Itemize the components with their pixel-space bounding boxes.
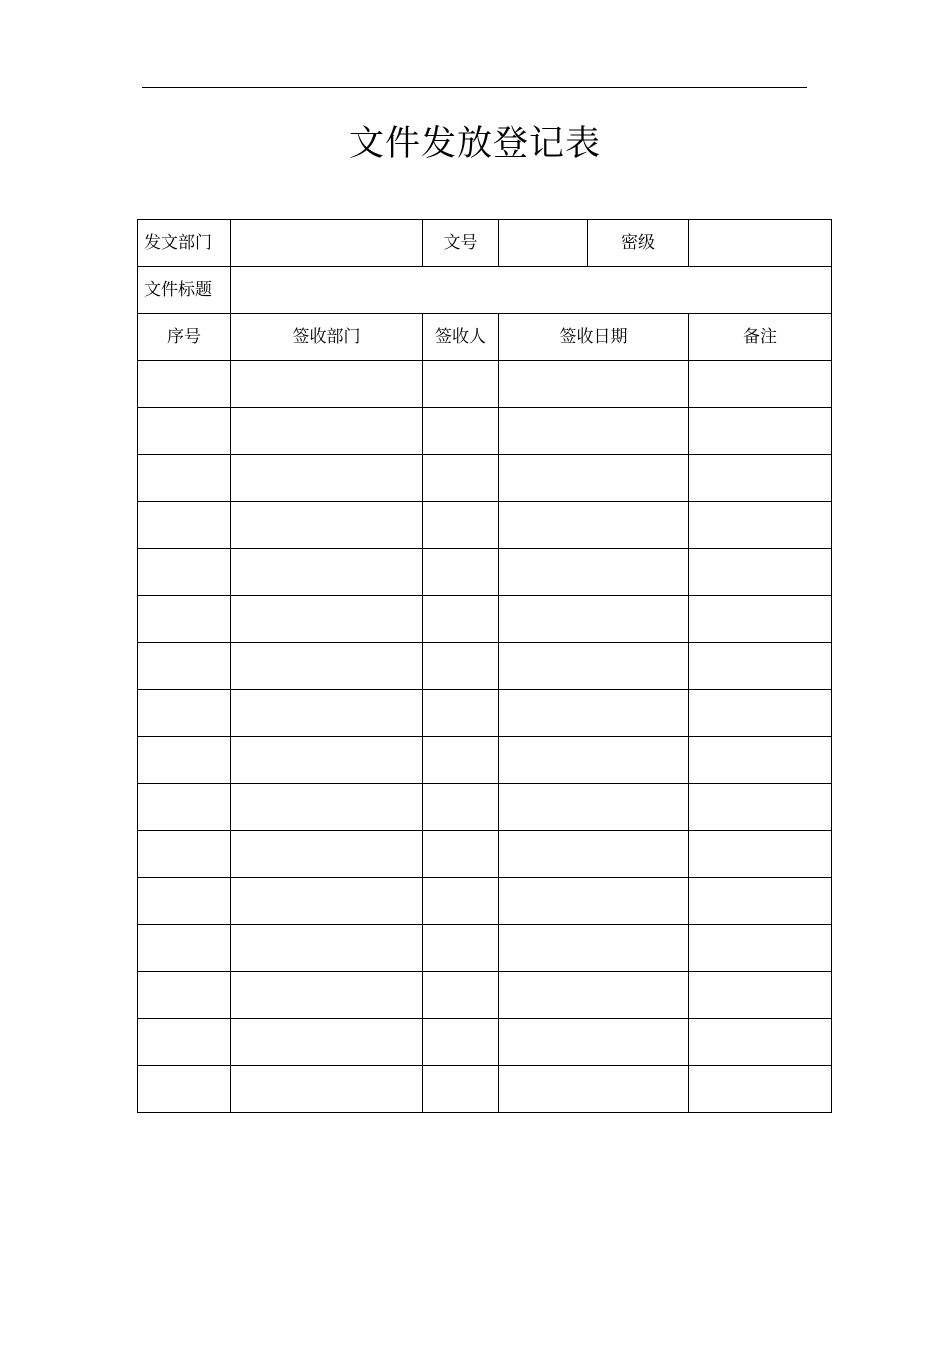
serial-cell[interactable] [138,643,231,690]
remarks-cell[interactable] [689,737,832,784]
column-header-receiver: 签收人 [423,314,499,361]
table-row [138,408,832,455]
document-title: 文件发放登记表 [348,124,601,164]
serial-cell[interactable] [138,737,231,784]
receiving-department-cell[interactable] [231,690,423,737]
remarks-cell[interactable] [689,831,832,878]
document-number-field[interactable] [499,220,588,267]
remarks-cell[interactable] [689,1066,832,1113]
distribution-register-table [137,219,832,1113]
remarks-cell[interactable] [689,690,832,737]
receiving-department-cell[interactable] [231,1066,423,1113]
remarks-cell[interactable] [689,925,832,972]
header-info-row [138,220,832,267]
column-header-serial: 序号 [138,314,231,361]
receiving-department-cell[interactable] [231,972,423,1019]
remarks-cell[interactable] [689,972,832,1019]
table-row [138,502,832,549]
receiving-department-cell[interactable] [231,925,423,972]
receiver-cell[interactable] [423,831,499,878]
receiver-cell[interactable] [423,643,499,690]
receipt-date-cell[interactable] [499,878,689,925]
serial-cell[interactable] [138,972,231,1019]
document-title-field[interactable] [231,267,832,314]
security-level-field[interactable] [689,220,832,267]
receiver-cell[interactable] [423,455,499,502]
column-header-remarks: 备注 [689,314,832,361]
table-row [138,831,832,878]
table-row [138,878,832,925]
receiver-cell[interactable] [423,784,499,831]
title-row [138,267,832,314]
receiver-cell[interactable] [423,361,499,408]
receiver-cell[interactable] [423,690,499,737]
remarks-cell[interactable] [689,455,832,502]
receipt-date-cell[interactable] [499,361,689,408]
table-row [138,455,832,502]
issuing-department-field[interactable] [231,220,423,267]
column-header-row [138,314,832,361]
document-number-label: 文号 [423,220,499,267]
document-title-label: 文件标题 [138,267,231,314]
serial-cell[interactable] [138,831,231,878]
table-row [138,925,832,972]
receiving-department-cell[interactable] [231,784,423,831]
table-row [138,690,832,737]
remarks-cell[interactable] [689,1019,832,1066]
serial-cell[interactable] [138,549,231,596]
receiver-cell[interactable] [423,972,499,1019]
column-header-receiving-department: 签收部门 [231,314,423,361]
receiving-department-cell[interactable] [231,549,423,596]
receiving-department-cell[interactable] [231,878,423,925]
serial-cell[interactable] [138,455,231,502]
receiving-department-cell[interactable] [231,831,423,878]
receipt-date-cell[interactable] [499,784,689,831]
receipt-date-cell[interactable] [499,643,689,690]
receiving-department-cell[interactable] [231,643,423,690]
remarks-cell[interactable] [689,784,832,831]
serial-cell[interactable] [138,925,231,972]
table-row [138,784,832,831]
receipt-date-cell[interactable] [499,925,689,972]
serial-cell[interactable] [138,878,231,925]
receiver-cell[interactable] [423,925,499,972]
remarks-cell[interactable] [689,408,832,455]
table-row [138,643,832,690]
issuing-department-label: 发文部门 [138,220,231,267]
receiving-department-cell[interactable] [231,408,423,455]
remarks-cell[interactable] [689,643,832,690]
receiver-cell[interactable] [423,1066,499,1113]
receipt-date-cell[interactable] [499,1019,689,1066]
receiver-cell[interactable] [423,878,499,925]
serial-cell[interactable] [138,502,231,549]
receiver-cell[interactable] [423,408,499,455]
receiving-department-cell[interactable] [231,361,423,408]
receiving-department-cell[interactable] [231,596,423,643]
serial-cell[interactable] [138,408,231,455]
receipt-date-cell[interactable] [499,455,689,502]
remarks-cell[interactable] [689,878,832,925]
serial-cell[interactable] [138,784,231,831]
serial-cell[interactable] [138,361,231,408]
table-row [138,361,832,408]
table-row [138,549,832,596]
receiver-cell[interactable] [423,502,499,549]
remarks-cell[interactable] [689,549,832,596]
receipt-date-cell[interactable] [499,690,689,737]
receiver-cell[interactable] [423,596,499,643]
receiving-department-cell[interactable] [231,455,423,502]
serial-cell[interactable] [138,690,231,737]
table-row [138,972,832,1019]
receipt-date-cell[interactable] [499,502,689,549]
receipt-date-cell[interactable] [499,596,689,643]
remarks-cell[interactable] [689,361,832,408]
receipt-date-cell[interactable] [499,972,689,1019]
serial-cell[interactable] [138,1019,231,1066]
table-row [138,1019,832,1066]
receiver-cell[interactable] [423,1019,499,1066]
receiving-department-cell[interactable] [231,1019,423,1066]
receiving-department-cell[interactable] [231,737,423,784]
header-rule [142,87,807,88]
serial-cell[interactable] [138,596,231,643]
table-row [138,737,832,784]
remarks-cell[interactable] [689,596,832,643]
security-level-label: 密级 [588,220,689,267]
table-row [138,596,832,643]
receiving-department-cell[interactable] [231,502,423,549]
table-row [138,1066,832,1113]
receipt-date-cell[interactable] [499,408,689,455]
receipt-date-cell[interactable] [499,549,689,596]
receiver-cell[interactable] [423,549,499,596]
column-header-receipt-date: 签收日期 [499,314,689,361]
receipt-date-cell[interactable] [499,737,689,784]
receipt-date-cell[interactable] [499,1066,689,1113]
remarks-cell[interactable] [689,502,832,549]
receiver-cell[interactable] [423,737,499,784]
serial-cell[interactable] [138,1066,231,1113]
receipt-date-cell[interactable] [499,831,689,878]
